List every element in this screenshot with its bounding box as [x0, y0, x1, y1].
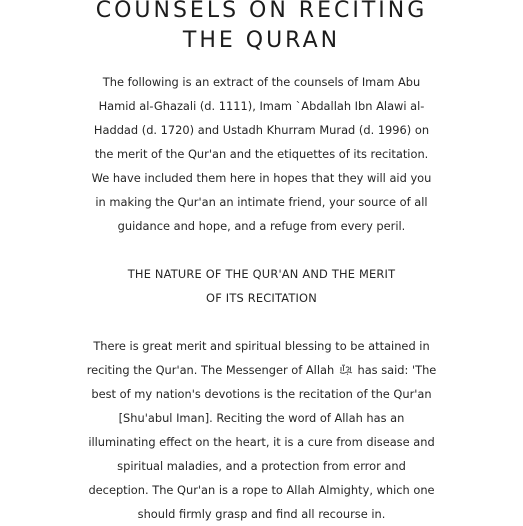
section-heading-line: THE NATURE OF THE QUR'AN AND THE MERIT [127, 267, 396, 281]
body-paragraph [0, 334, 523, 526]
body-line-text: reciting the Qur'an. The Messenger of Allah [86, 363, 335, 377]
body-line: should firmly grasp and find all recourse in. [137, 507, 386, 521]
page-title-line-2: THE QURAN [182, 28, 341, 53]
page-title-line-1: COUNSELS ON RECITING [95, 0, 428, 23]
body-line: best of my nation's devotions is the recitation of the Qur'an [91, 387, 432, 401]
intro-line: Hamid al-Ghazali (d. 1111), Imam `Abdallah Ibn Alawi al- [98, 99, 425, 113]
intro-line: in making the Qur'an an intimate friend, your source of all [95, 195, 428, 209]
body-line: deception. The Qur'an is a rope to Allah Almighty, which one [88, 483, 435, 497]
intro-line: We have included them here in hopes that they will aid you [91, 171, 432, 185]
intro-line: Haddad (d. 1720) and Ustadh Khurram Murad (d. 1996) on [93, 123, 430, 137]
salawat-calligraphy-icon [339, 364, 353, 375]
body-line: [Shu'abul Iman]. Reciting the word of Allah has an [118, 411, 405, 425]
body-line: spiritual maladies, and a protection from error and [117, 459, 406, 473]
section-heading-line: OF ITS RECITATION [206, 291, 317, 305]
section-heading [0, 262, 523, 310]
body-line [0, 358, 523, 382]
body-line: There is great merit and spiritual blessing to be attained in [93, 339, 430, 353]
body-line-text: has said: 'The [357, 363, 437, 377]
intro-paragraph [0, 70, 523, 238]
intro-line: the merit of the Qur'an and the etiquettes of its recitation. [94, 147, 429, 161]
intro-line: The following is an extract of the counsels of Imam Abu [102, 75, 421, 89]
body-line: illuminating effect on the heart, it is a cure from disease and [88, 435, 435, 449]
intro-line: guidance and hope, and a refuge from every peril. [117, 219, 406, 233]
